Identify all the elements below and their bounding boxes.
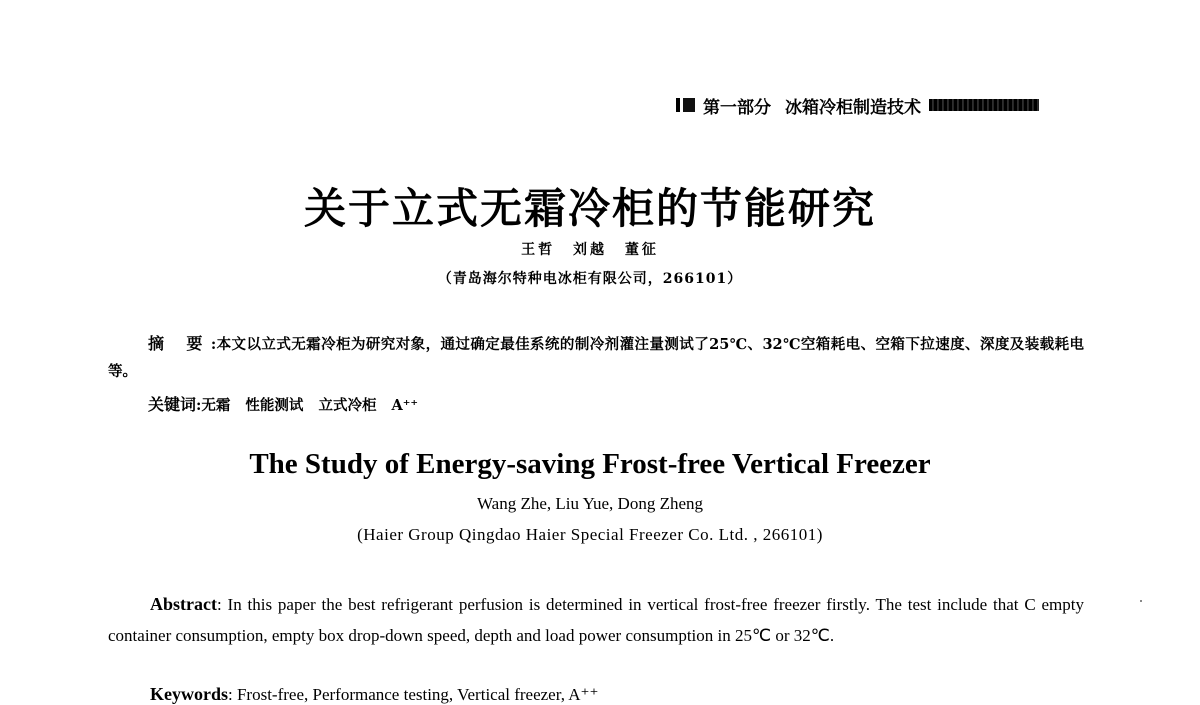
en-affiliation: (Haier Group Qingdao Haier Special Freezer Co. Ltd. , 266101)	[357, 525, 823, 544]
header-section: 冰箱冷柜制造技术	[785, 97, 921, 118]
header-marker	[676, 98, 680, 112]
scan-speck	[1140, 600, 1142, 602]
en-abstract-text: : In this paper the best refrigerant perfusion is determined in vertical frost-free freezer firstly. The test include that C empty container consumption, empty box drop-down speed, depth and load power consumption in 25℃ or 32℃.	[108, 595, 1084, 645]
en-keywords	[150, 684, 599, 705]
header-marker-block	[683, 98, 695, 112]
cn-abstract-text: :本文以立式无霜冷柜为研究对象，通过确定最佳系统的制冷剂灌注量测试了25℃、32℃空箱耗电、空箱下拉速度、深度及装载耗电等。	[108, 336, 1085, 380]
running-header	[676, 92, 1039, 118]
cn-abstract-label: 摘 要	[148, 334, 211, 353]
cn-keywords-text: :无霜 性能测试 立式冷柜 A⁺⁺	[196, 397, 419, 414]
en-title: The Study of Energy-saving Frost-free Vertical Freezer	[249, 448, 931, 480]
cn-keywords	[148, 392, 418, 415]
en-abstract-label: Abstract	[150, 594, 217, 614]
en-keywords-text: : Frost-free, Performance testing, Vertical freezer, A⁺⁺	[228, 685, 599, 704]
cn-affiliation: （青岛海尔特种电冰柜有限公司，266101）	[437, 271, 743, 287]
header-part: 第一部分	[703, 97, 771, 118]
en-abstract	[108, 589, 1084, 651]
cn-title: 关于立式无霜冷柜的节能研究	[303, 184, 876, 233]
cn-abstract	[108, 330, 1084, 385]
cn-keywords-label: 关键词	[148, 395, 197, 414]
cn-authors: 王哲 刘越 董征	[521, 242, 659, 258]
en-keywords-label: Keywords	[150, 684, 228, 704]
header-bar	[929, 99, 1039, 111]
en-authors: Wang Zhe, Liu Yue, Dong Zheng	[476, 494, 704, 513]
